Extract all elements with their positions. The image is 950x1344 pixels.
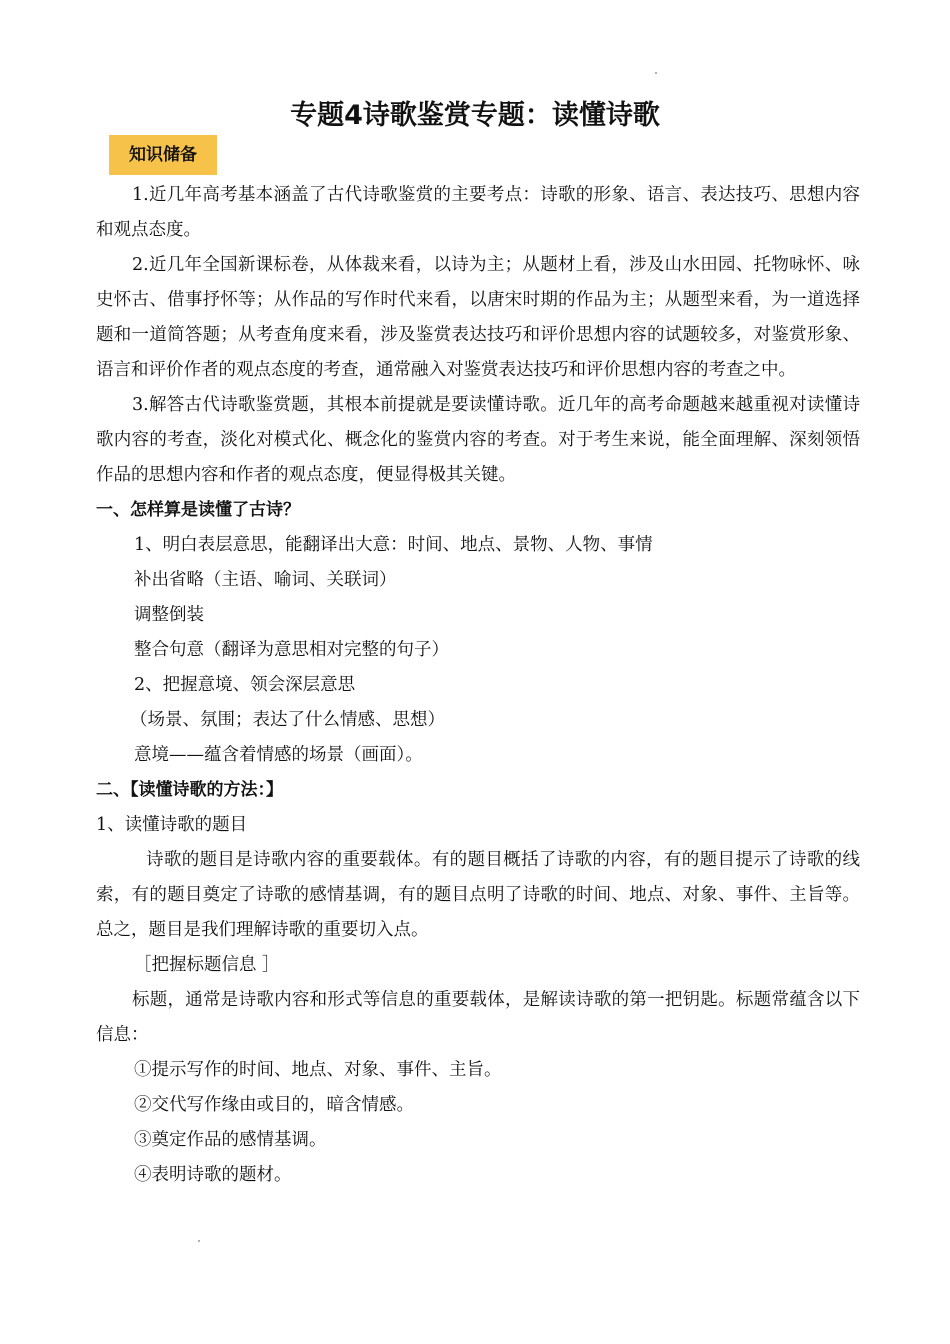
- title-importance-paragraph: 诗歌的题目是诗歌内容的重要载体。有的题目概括了诗歌的内容，有的题目提示了诗歌的线索，有的题目奠定了诗歌的感情基调，有的题目点明了诗歌的时间、地点、对象、事件、主旨等。总之，题目是我们理解诗歌的重要切入点。: [96, 850, 860, 940]
- title-info-item: ④表明诗歌的题材。: [134, 1165, 292, 1185]
- page-title: 专题4诗歌鉴赏专题：读懂诗歌: [290, 100, 660, 131]
- section-1-line: 调整倒装: [134, 605, 204, 625]
- intro-paragraph-1: 1.近几年高考基本涵盖了古代诗歌鉴赏的主要考点：诗歌的形象、语言、表达技巧、思想内容和观点态度。: [96, 185, 860, 240]
- section-1-line: 1、明白表层意思，能翻译出大意：时间、地点、景物、人物、事情: [134, 535, 653, 555]
- title-info-paragraph: 标题，通常是诗歌内容和形式等信息的重要载体，是解读诗歌的第一把钥匙。标题常蕴含以下信息：: [96, 990, 860, 1045]
- section-2-heading: 二、【读懂诗歌的方法：】: [96, 780, 283, 800]
- title-info-item: ③奠定作品的感情基调。: [134, 1130, 327, 1150]
- intro-paragraph-3: 3.解答古代诗歌鉴赏题，其根本前提就是要读懂诗歌。近几年的高考命题越来越重视对读懂诗歌内容的考查，淡化对模式化、概念化的鉴赏内容的考查。对于考生来说，能全面理解、深刻领悟作品的思想内容和作者的观点态度，便显得极其关键。: [96, 395, 860, 485]
- section-1-line: （场景、氛围；表达了什么情感、思想）: [130, 710, 445, 730]
- section-2-subheading: 1、读懂诗歌的题目: [96, 815, 248, 835]
- section-1-heading: 一、怎样算是读懂了古诗？: [96, 500, 300, 520]
- scan-dot: [655, 72, 657, 74]
- section-1-line: 补出省略（主语、喻词、关联词）: [134, 570, 397, 590]
- title-info-item: ②交代写作缘由或目的，暗含情感。: [134, 1095, 414, 1115]
- section-1-line: 2、把握意境、领会深层意思: [134, 675, 356, 695]
- title-info-item: ①提示写作的时间、地点、对象、事件、主旨。: [134, 1060, 502, 1080]
- intro-paragraph-2: 2.近几年全国新课标卷，从体裁来看，以诗为主；从题材上看，涉及山水田园、托物咏怀、咏史怀古、借事抒怀等；从作品的写作时代来看，以唐宋时期的作品为主；从题型来看，为一道选择题和一道简答题；从考查角度来看，涉及鉴赏表达技巧和评价思想内容的试题较多，对鉴赏形象、语言和评价作者的观点态度的考查，通常融入对鉴赏表达技巧和评价思想内容的考查之中。: [96, 255, 860, 380]
- section-1-line: 整合句意（翻译为意思相对完整的句子）: [134, 640, 449, 660]
- bracket-note: ［把握标题信息 ］: [134, 955, 280, 975]
- section-1-line: 意境——蕴含着情感的场景（画面）。: [134, 745, 423, 765]
- knowledge-badge: 知识储备: [109, 135, 217, 175]
- scan-dot: [198, 1240, 200, 1242]
- document-body: [96, 178, 860, 1193]
